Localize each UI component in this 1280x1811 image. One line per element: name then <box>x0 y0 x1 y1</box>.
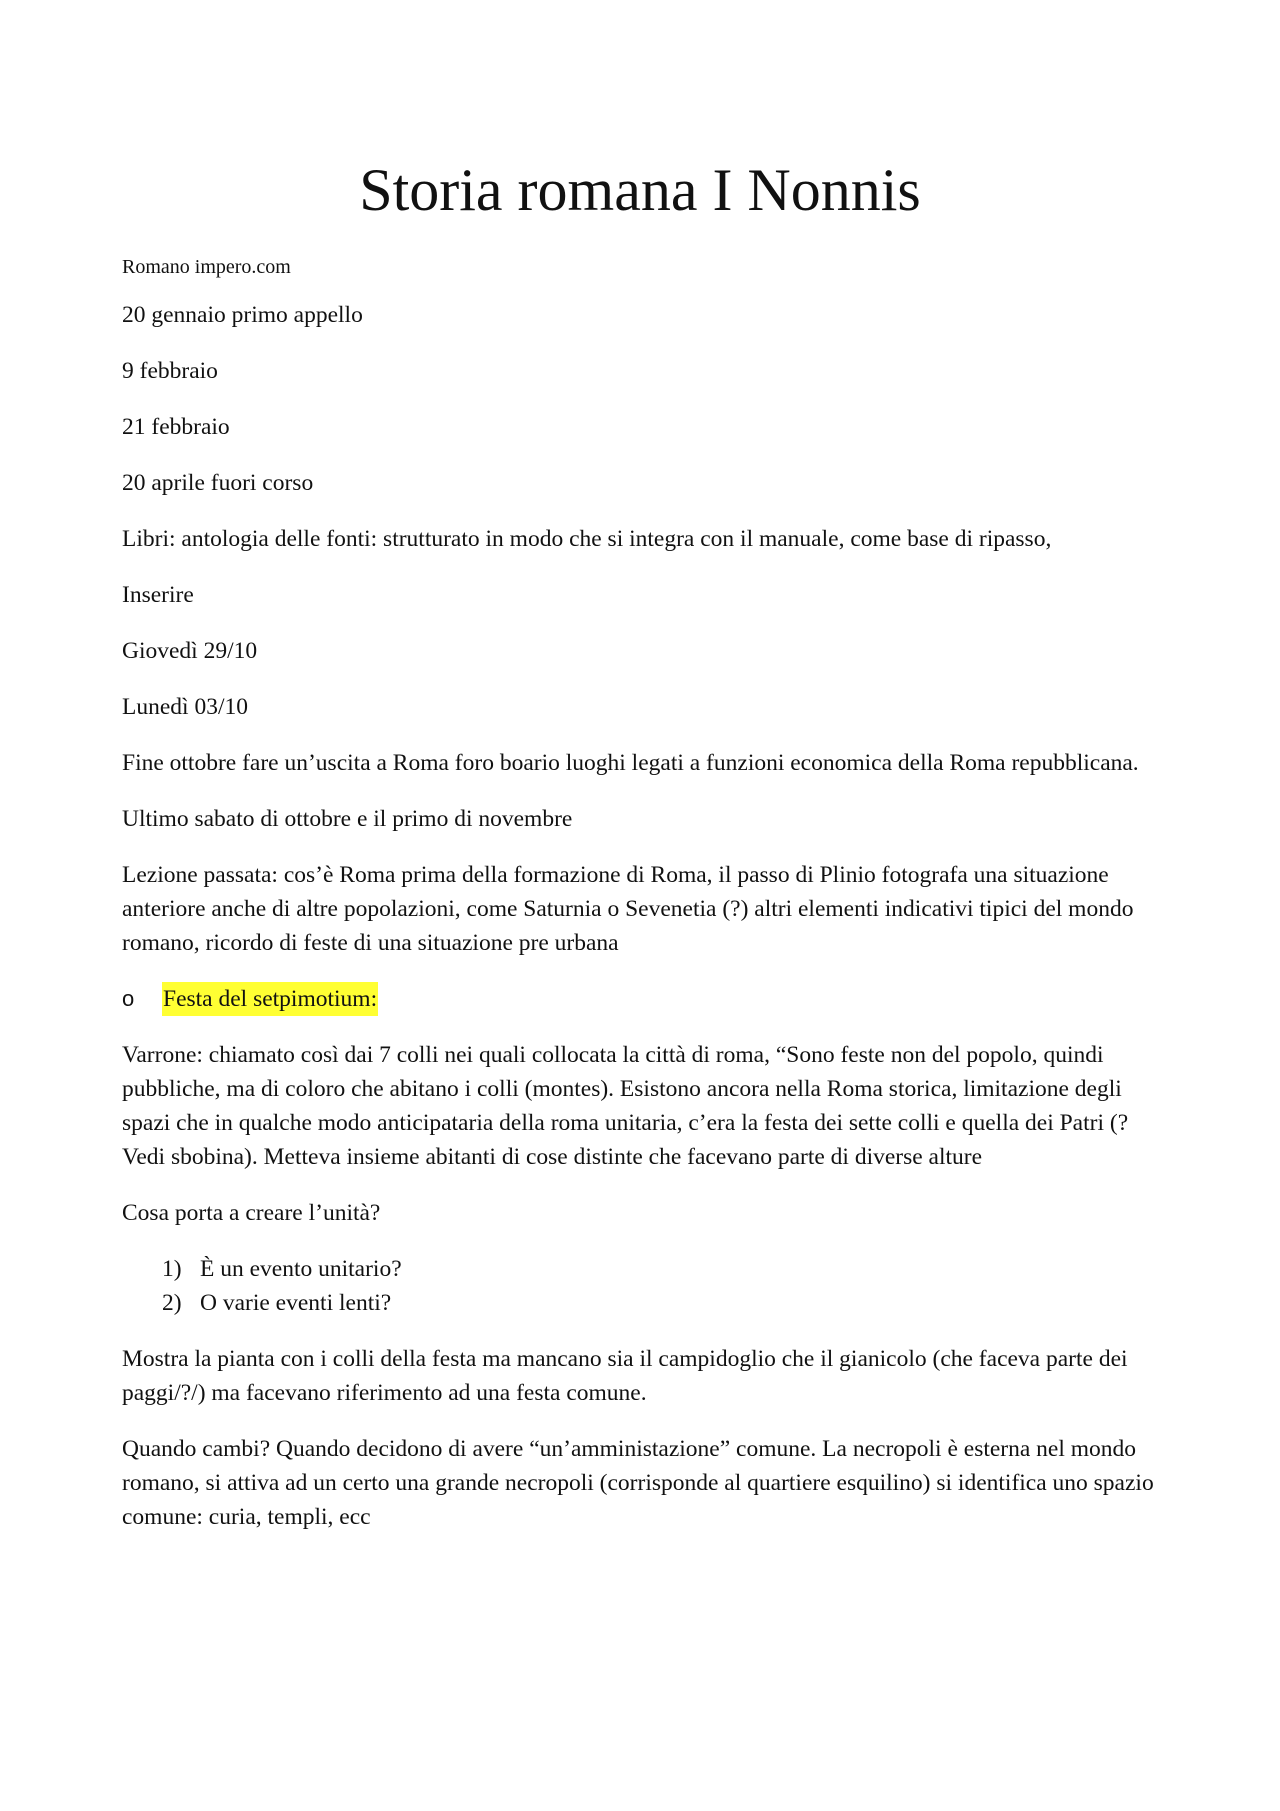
date-line: 9 febbraio <box>122 358 218 384</box>
paragraph-giovedi: Giovedì 29/10 <box>122 638 258 664</box>
paragraph-books: Libri: antologia delle fonti: strutturato in modo che si integra con il manuale, come base di ripasso, <box>122 526 1052 552</box>
list-item <box>122 1252 1172 1286</box>
list-item <box>122 1286 1172 1320</box>
paragraph-lunedi: Lunedì 03/10 <box>122 694 248 720</box>
paragraph-inserire: Inserire <box>122 582 194 608</box>
numbered-list <box>122 1252 1172 1320</box>
paragraph-pianta: Mostra la pianta con i colli della festa ma mancano sia il campidoglio che il gianicolo (che faceva parte dei paggi/?/) ma facevano riferimento ad una festa comune. <box>122 1346 1128 1406</box>
highlighted-heading: Festa del setpimotium: <box>162 982 378 1016</box>
subtitle-line: Romano impero.com <box>122 256 291 278</box>
document-body <box>122 250 1172 1556</box>
bullet-item <box>122 982 1172 1016</box>
paragraph-question: Cosa porta a creare l’unità? <box>122 1200 381 1226</box>
paragraph-necropoli: Quando cambi? Quando decidono di avere “un’amministazione” comune. La necropoli è esterna nel mondo romano, si attiva ad un certo una grande necropoli (corrisponde al quartiere esquilino) si identifica uno spazio comune: curia, templi, ecc <box>122 1436 1154 1530</box>
date-line: 21 febbraio <box>122 414 230 440</box>
document-title: Storia romana I Nonnis <box>359 157 921 223</box>
date-line: 20 gennaio primo appello <box>122 302 363 328</box>
list-text: O varie eventi lenti? <box>200 1290 392 1316</box>
date-line: 20 aprile fuori corso <box>122 470 314 496</box>
bullet-mark: o <box>122 986 135 1011</box>
list-number: 1) <box>162 1256 182 1282</box>
list-text: È un evento unitario? <box>200 1256 402 1282</box>
list-number: 2) <box>162 1290 182 1316</box>
paragraph-sabato: Ultimo sabato di ottobre e il primo di novembre <box>122 806 573 832</box>
paragraph-varrone: Varrone: chiamato così dai 7 colli nei quali collocata la città di roma, “Sono feste non del popolo, quindi pubbliche, ma di coloro che abitano i colli (montes). Esistono ancora nella Roma storica, limitazione degli spazi che in qualche modo anticipataria della roma unitaria, c’era la festa dei sette colli e quella dei Patri (? Vedi sbobina). Metteva insieme abitanti di cose distinte che facevano parte di diverse alture <box>122 1042 1129 1170</box>
paragraph-uscita: Fine ottobre fare un’uscita a Roma foro boario luoghi legati a funzioni economica della Roma repubblicana. <box>122 750 1139 776</box>
paragraph-lezione: Lezione passata: cos’è Roma prima della formazione di Roma, il passo di Plinio fotografa una situazione anteriore anche di altre popolazioni, come Saturnia o Sevenetia (?) altri elementi indicativi tipici del mondo romano, ricordo di feste di una situazione pre urbana <box>122 862 1134 956</box>
